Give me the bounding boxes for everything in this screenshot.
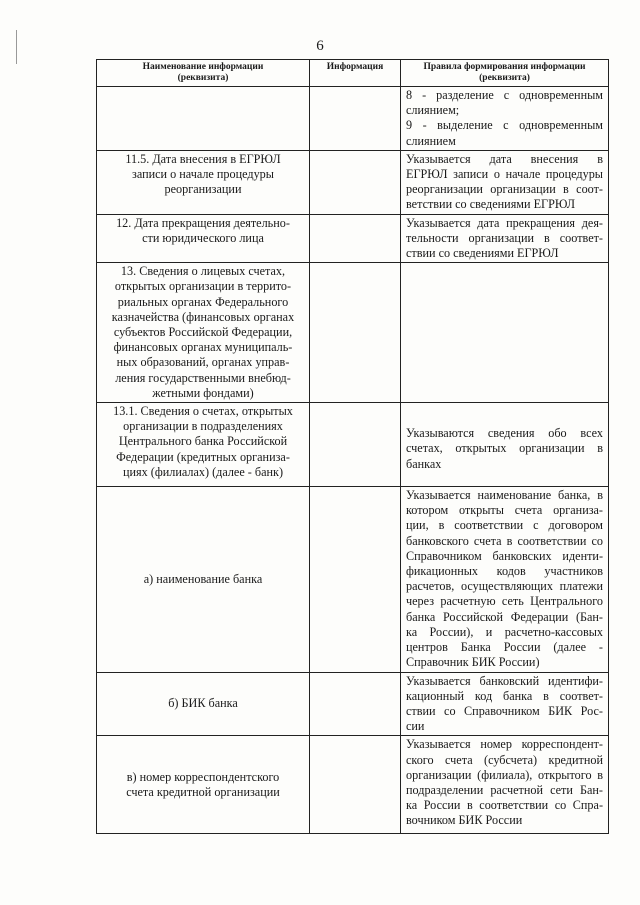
rule-line: Справочником банковских иденти- [406,548,603,563]
rule-line: Справочник БИК России) [406,655,540,670]
cell-formation-rule [401,150,609,214]
rule-line: Указываются сведения обо всех [406,426,603,441]
rule-line: счетах, открытых организации в [406,441,603,456]
rule-line: тельности организации в соответ- [406,230,603,245]
rule-line: слиянием; [406,103,460,118]
cell-information [310,87,401,151]
rule-line: Указывается номер корреспондент- [406,737,603,752]
name-line: субъектов Российской Федерации, [113,325,293,340]
rule-line: центров Банка России (далее - [406,640,603,655]
rule-line: ка России), и расчетно-кассовых [406,624,603,639]
rule-line: фикационных кодов участников [406,564,603,579]
cell-requisite-name [97,87,310,151]
header-rules: Правила формирования информации (реквизита) [401,60,609,87]
cell-information [310,263,401,403]
table-row [97,403,609,487]
name-line: Центрального банка Российской [118,434,288,449]
rule-line: слиянием [406,133,456,148]
rule-line: 9 - выделение с одновременным [406,118,603,133]
table-row [97,263,609,403]
rule-line: сии [406,719,425,734]
rule-line: реорганизации организации в соот- [406,182,603,197]
header-info: Информация [310,60,401,87]
cell-information [310,672,401,736]
name-line: финансовых органах муниципаль- [113,340,293,355]
name-line: б) БИК банка [168,696,238,711]
cell-requisite-name [97,403,310,487]
rule-line: банках [406,456,442,471]
rule-line: банка Российской Федерации (Бан- [406,609,603,624]
rule-line: Указывается банковский идентифи- [406,673,603,688]
cell-requisite-name [97,263,310,403]
cell-requisite-name [97,150,310,214]
cell-requisite-name [97,736,310,834]
rule-line: Указывается наименование банка, в [406,488,603,503]
cell-requisite-name [97,672,310,736]
cell-formation-rule [401,487,609,672]
name-line: записи о начале процедуры [132,167,274,182]
rule-line: ка России в соответствии со Спра- [406,798,603,813]
rule-line: кационный код банка в соответ- [406,688,603,703]
name-line: ления государственными внебюд- [115,370,291,385]
table-row [97,214,609,263]
name-line: 11.5. Дата внесения в ЕГРЮЛ [125,151,281,166]
name-line: а) наименование банка [143,571,263,586]
name-line: сти юридического лица [142,230,264,245]
cell-information [310,736,401,834]
name-line: казначейства (финансовых органах [111,309,295,324]
cell-formation-rule [401,736,609,834]
name-line: организации в подразделениях [123,419,283,434]
rule-line: подразделении расчетной сети Бан- [406,782,603,797]
cell-information [310,150,401,214]
cell-requisite-name [97,487,310,672]
name-line: ных образований, органах управ- [116,355,290,370]
table-row [97,736,609,834]
rule-line: ции, в соответствии с договором [406,518,603,533]
name-line: жетными фондами) [152,385,254,400]
cell-information [310,214,401,263]
cell-information [310,403,401,487]
cell-formation-rule [401,672,609,736]
cell-formation-rule [401,214,609,263]
rule-line: ствии со сведениями ЕГРЮЛ [406,246,559,261]
rule-line: вочником БИК России [406,813,523,828]
table-row [97,672,609,736]
rule-line: котором открыты счета организа- [406,503,603,518]
table-row [97,487,609,672]
rule-line: ского счета (субсчета) кредитной [406,752,603,767]
cell-formation-rule [401,87,609,151]
name-line: открытых организации в террито- [114,279,292,294]
name-line: счета кредитной организации [126,784,280,799]
table-row [97,150,609,214]
cell-requisite-name [97,214,310,263]
page-number: 6 [316,38,324,54]
table-row [97,87,609,151]
requisites-table [96,59,609,834]
name-line: реорганизации [164,182,242,197]
rule-line: организации (филиала), открытого в [406,767,603,782]
cell-information [310,487,401,672]
name-line: 13.1. Сведения о счетах, открытых [113,404,293,419]
name-line: циях (филиалах) (далее - банк) [122,464,284,479]
rule-line: Указывается дата внесения в [406,151,603,166]
header-name: Наименование информации (реквизита) [97,60,310,87]
rule-line: Указывается дата прекращения дея- [406,215,603,230]
rule-line: расчетов, осуществляющих платежи [406,579,603,594]
rule-line: через расчетную сеть Центрального [406,594,603,609]
name-line: в) номер корреспондентского [126,769,280,784]
cell-formation-rule [401,403,609,487]
rule-line: ствии со Справочником БИК Рос- [406,703,603,718]
rule-line: ветствии со сведениями ЕГРЮЛ [406,197,576,212]
scan-artifact-line [16,30,17,64]
rule-line: банковского счета в соответствии со [406,533,603,548]
name-line: риальных органах Федерального [117,294,289,309]
rule-line: 8 - разделение с одновременным [406,88,603,102]
rule-line: ЕГРЮЛ записи о начале процедуры [406,167,603,182]
table-header-row [97,60,609,87]
cell-formation-rule [401,263,609,403]
name-line: 13. Сведения о лицевых счетах, [120,264,286,279]
name-line: 12. Дата прекращения деятельно- [116,215,290,230]
name-line: Федерации (кредитных организа- [116,449,290,464]
